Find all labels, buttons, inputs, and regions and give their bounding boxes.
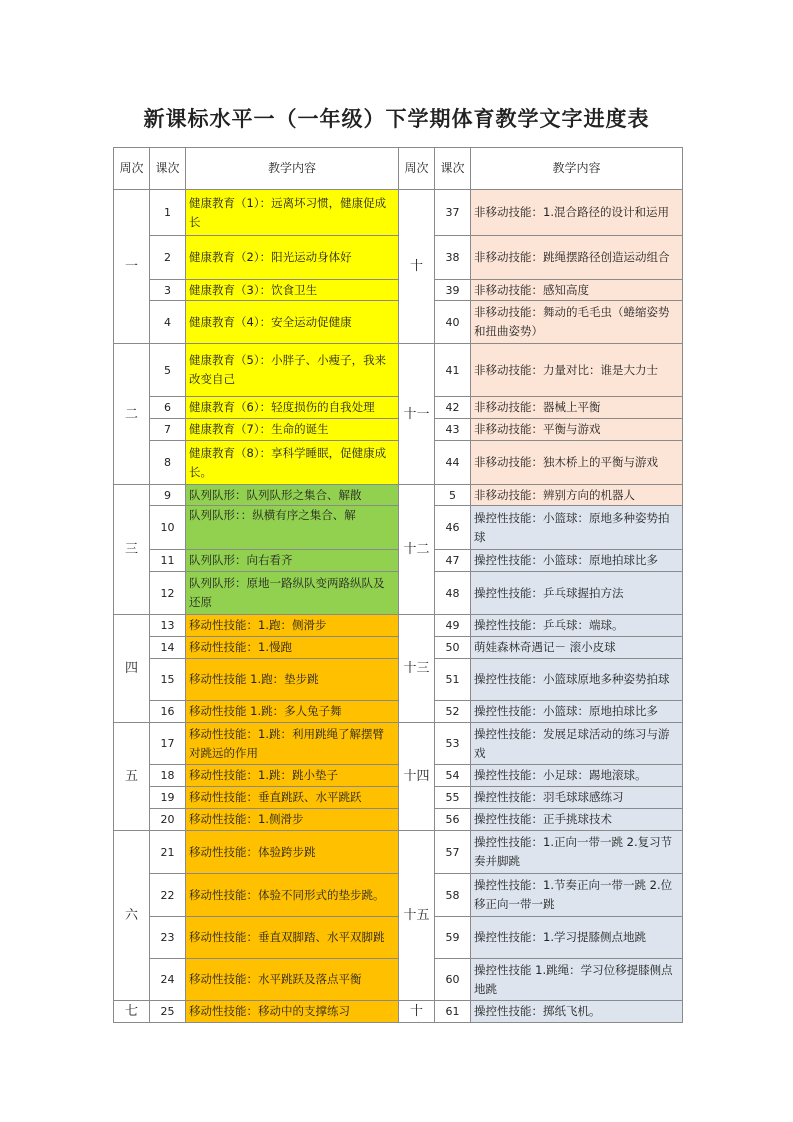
table-row [114,572,683,615]
table-row [114,344,683,397]
lesson-number: 7 [150,419,186,441]
lesson-content: 健康教育（4）：安全运动促健康 [186,301,399,344]
lesson-content: 健康教育（3）：饮食卫生 [186,280,399,301]
lesson-content: 操控性技能：正手挑球技术 [471,809,683,831]
lesson-content: 队列队形：原地一路纵队变两路纵队及还原 [186,572,399,615]
lesson-number: 18 [150,765,186,787]
lesson-number: 58 [435,874,471,917]
lesson-number: 48 [435,572,471,615]
table-row [114,701,683,723]
lesson-content: 非移动技能：独木桥上的平衡与游戏 [471,441,683,485]
lesson-content: 移动性技能：1.侧滑步 [186,809,399,831]
lesson-number: 40 [435,301,471,344]
lesson-content: 移动性技能：体验跨步跳 [186,831,399,874]
lesson-content: 操控性技能：发展足球活动的练习与游戏 [471,723,683,765]
lesson-number: 19 [150,787,186,809]
table-row [114,959,683,1001]
lesson-number: 39 [435,280,471,301]
header-lesson: 课次 [435,148,471,190]
table-row [114,397,683,419]
lesson-content: 移动性技能：1.跑：侧滑步 [186,615,399,637]
header-content: 教学内容 [186,148,399,190]
lesson-number: 3 [150,280,186,301]
lesson-number: 13 [150,615,186,637]
lesson-content: 健康教育（6）：轻度损伤的自我处理 [186,397,399,419]
lesson-content: 非移动技能：器械上平衡 [471,397,683,419]
table-row [114,809,683,831]
week-cell: 一 [114,190,150,344]
lesson-content: 移动性技能：1.跳：利用跳绳了解摆臂对跳远的作用 [186,723,399,765]
table-row [114,615,683,637]
lesson-content: 队列队形：向右看齐 [186,550,399,572]
lesson-content: 非移动技能：舞动的毛毛虫（蜷缩姿势和扭曲姿势） [471,301,683,344]
lesson-content: 非移动技能：跳绳摆路径创造运动组合 [471,236,683,280]
week-cell: 十四 [399,723,435,831]
lesson-content: 操控性技能：小足球：踢地滚球。 [471,765,683,787]
lesson-content: 移动性技能：垂直双脚踏、水平双脚跳 [186,917,399,959]
lesson-number: 44 [435,441,471,485]
lesson-content: 操控性技能：1.节奏正向一带一跳 2.位移正向一带一跳 [471,874,683,917]
lesson-number: 54 [435,765,471,787]
lesson-number: 42 [435,397,471,419]
table-row [114,301,683,344]
lesson-number: 16 [150,701,186,723]
week-cell: 十 [399,1001,435,1023]
lesson-number: 17 [150,723,186,765]
lesson-number: 47 [435,550,471,572]
table-row [114,280,683,301]
week-cell: 三 [114,485,150,615]
lesson-content: 非移动技能：1.混合路径的设计和运用 [471,190,683,236]
lesson-content: 操控性技能：小篮球原地多种姿势拍球 [471,659,683,701]
lesson-content: 操控性技能：羽毛球球感练习 [471,787,683,809]
lesson-content: 健康教育（7）：生命的诞生 [186,419,399,441]
lesson-content: 移动性技能：垂直跳跃、水平跳跃 [186,787,399,809]
lesson-content: 健康教育（5）：小胖子、小瘦子，我来改变自己 [186,344,399,397]
lesson-number: 59 [435,917,471,959]
lesson-number: 60 [435,959,471,1001]
table-row [114,441,683,485]
table-row [114,1001,683,1023]
lesson-content: 操控性技能：乒乓球：端球。 [471,615,683,637]
lesson-number: 22 [150,874,186,917]
week-cell: 四 [114,615,150,723]
week-cell: 五 [114,723,150,831]
table-row [114,723,683,765]
table-row [114,550,683,572]
week-cell: 十五 [399,831,435,1001]
lesson-number: 23 [150,917,186,959]
lesson-content: 移动性技能：移动中的支撑练习 [186,1001,399,1023]
table-row [114,917,683,959]
lesson-number: 12 [150,572,186,615]
lesson-number: 38 [435,236,471,280]
lesson-number: 57 [435,831,471,874]
lesson-content: 非移动技能：力量对比：谁是大力士 [471,344,683,397]
lesson-number: 49 [435,615,471,637]
lesson-content: 萌娃森林奇遇记－ 滚小皮球 [471,637,683,659]
lesson-content: 非移动技能：平衡与游戏 [471,419,683,441]
lesson-number: 9 [150,485,186,506]
lesson-number: 46 [435,506,471,550]
lesson-content: 移动性技能：体验不同形式的垫步跳。 [186,874,399,917]
table-row [114,831,683,874]
table-row [114,190,683,236]
table-row [114,637,683,659]
week-cell: 二 [114,344,150,485]
lesson-content: 健康教育（1）：远离坏习惯，健康促成长 [186,190,399,236]
lesson-number: 43 [435,419,471,441]
table-row [114,874,683,917]
week-cell: 十三 [399,615,435,723]
lesson-number: 41 [435,344,471,397]
lesson-content: 移动性技能：水平跳跃及落点平衡 [186,959,399,1001]
lesson-number: 10 [150,506,186,550]
table-row [114,236,683,280]
lesson-number: 5 [435,485,471,506]
lesson-number: 50 [435,637,471,659]
lesson-content: 操控性技能：乒乓球握拍方法 [471,572,683,615]
lesson-number: 37 [435,190,471,236]
lesson-number: 51 [435,659,471,701]
week-cell: 十二 [399,485,435,615]
lesson-content: 移动性技能：1.跳：跳小垫子 [186,765,399,787]
lesson-number: 21 [150,831,186,874]
lesson-content: 操控性技能 1.跳绳：学习位移提膝侧点地跳 [471,959,683,1001]
lesson-number: 55 [435,787,471,809]
table-row [114,419,683,441]
lesson-content: 操控性技能：小篮球：原地拍球比多 [471,550,683,572]
week-cell: 七 [114,1001,150,1023]
lesson-content: 队列队形：队列队形之集合、解散 [186,485,399,506]
table-row [114,485,683,506]
lesson-content: 移动性技能 1.跑：垫步跳 [186,659,399,701]
lesson-content: 队列队形：：纵横有序之集合、解 [186,506,399,550]
lesson-number: 52 [435,701,471,723]
header-lesson: 课次 [150,148,186,190]
lesson-number: 14 [150,637,186,659]
lesson-number: 53 [435,723,471,765]
lesson-number: 24 [150,959,186,1001]
week-cell: 十 [399,190,435,344]
week-cell: 十一 [399,344,435,485]
lesson-number: 8 [150,441,186,485]
lesson-content: 移动性技能：1.慢跑 [186,637,399,659]
lesson-content: 移动性技能 1.跳：多人兔子舞 [186,701,399,723]
lesson-number: 4 [150,301,186,344]
table-row [114,787,683,809]
page-title: 新课标水平一（一年级）下学期体育教学文字进度表 [143,107,650,131]
lesson-number: 61 [435,1001,471,1023]
header-row [114,148,683,190]
lesson-number: 5 [150,344,186,397]
lesson-number: 2 [150,236,186,280]
lesson-content: 非移动技能：感知高度 [471,280,683,301]
lesson-content: 操控性技能：1.正向一带一跳 2.复习节奏并脚跳 [471,831,683,874]
schedule-table [113,147,683,1023]
lesson-number: 11 [150,550,186,572]
lesson-number: 1 [150,190,186,236]
lesson-content: 操控性技能：小篮球：原地拍球比多 [471,701,683,723]
table-row [114,765,683,787]
lesson-number: 25 [150,1001,186,1023]
lesson-content: 操控性技能：1.学习提膝侧点地跳 [471,917,683,959]
lesson-content: 非移动技能：辨别方向的机器人 [471,485,683,506]
header-week: 周次 [114,148,150,190]
lesson-number: 56 [435,809,471,831]
lesson-content: 操控性技能：小篮球：原地多种姿势拍球 [471,506,683,550]
header-content: 教学内容 [471,148,683,190]
lesson-number: 6 [150,397,186,419]
header-week: 周次 [399,148,435,190]
lesson-content: 操控性技能：掷纸飞机。 [471,1001,683,1023]
table-row [114,659,683,701]
lesson-content: 健康教育（8）：享科学睡眠，促健康成长。 [186,441,399,485]
week-cell: 六 [114,831,150,1001]
lesson-content: 健康教育（2）：阳光运动身体好 [186,236,399,280]
lesson-number: 20 [150,809,186,831]
lesson-number: 15 [150,659,186,701]
table-row [114,506,683,550]
